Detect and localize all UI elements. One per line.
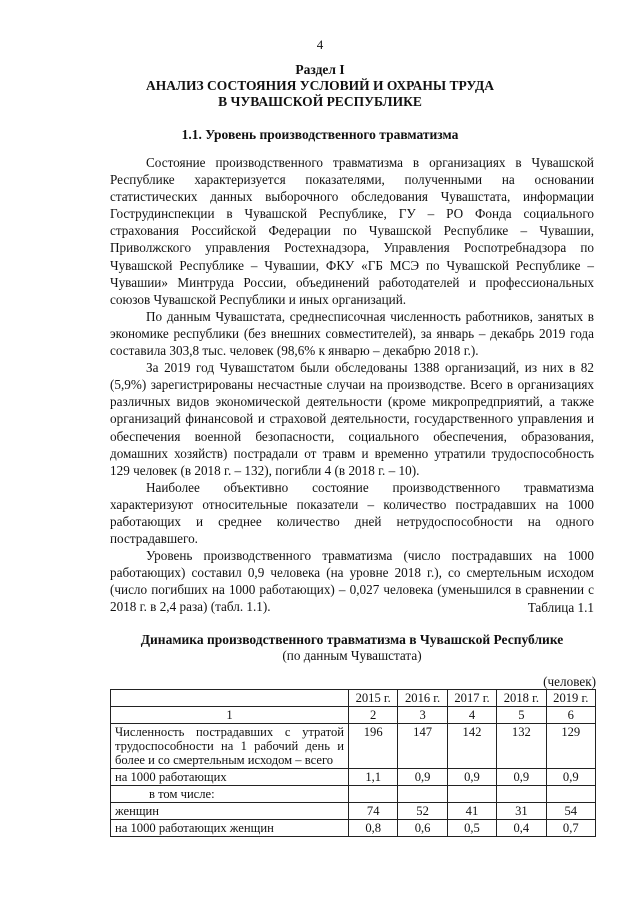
table-index-row [111,707,596,724]
value-cell [497,786,546,803]
paragraph: За 2019 год Чувашстатом были обследованы 1388 организаций, из них в 82 (5,9%) зарегистрированы несчастные случаи на производстве. Всего в организациях различных видов экономической деятельности (кроме микропредприятий, а также организаций финансовой и страховой деятельности, государственного управления и обеспечения военной безопасности, социального обеспечения, образования, домашних хозяйств) пострадали от травм и временно утратили трудоспособность 129 человек (в 2018 г. – 132), погибли 4 (в 2018 г. – 10). [110,360,594,478]
row-label: женщин [111,803,349,820]
value-cell: 74 [349,803,398,820]
value-cell: 0,9 [497,769,546,786]
paragraph: Уровень производственного травматизма (число пострадавших на 1000 работающих) составил 0,9 человека (на уровне 2018 г.), со смертельным исходом (число погибших на 1000 работающих) – 0,027 человека (уменьшился в сравнении с 2018 г. в 2,4 раза) (табл. 1.1). [110,548,594,615]
header-cell-year: 2018 г. [497,690,546,707]
table-label: Таблица 1.1 [527,600,594,615]
value-cell: 41 [447,803,496,820]
header-cell-empty [111,690,349,707]
value-cell: 142 [447,724,496,769]
value-cell: 0,7 [546,820,595,837]
table-row [111,724,596,769]
value-cell: 132 [497,724,546,769]
value-cell: 0,6 [398,820,447,837]
section-heading: Раздел I [295,62,345,77]
subsection-heading: 1.1. Уровень производственного травматизма [181,127,459,142]
header-cell-year: 2016 г. [398,690,447,707]
index-cell: 2 [349,707,398,724]
index-cell: 5 [497,707,546,724]
value-cell: 31 [497,803,546,820]
value-cell: 0,5 [447,820,496,837]
paragraph: Наиболее объективно состояние производственного травматизма характеризуют относительные показатели – количество пострадавших на 1000 работающих и среднее количество дней нетрудоспособности на одного пострадавшего. [110,479,594,547]
table-row [111,786,596,803]
value-cell: 0,9 [398,769,447,786]
value-cell: 196 [349,724,398,769]
table-units: (человек) [543,674,596,689]
value-cell: 129 [546,724,595,769]
header-cell-year: 2017 г. [447,690,496,707]
row-label: на 1000 работающих женщин [111,820,349,837]
table-row [111,769,596,786]
value-cell [447,786,496,803]
value-cell [349,786,398,803]
index-cell: 1 [111,707,349,724]
index-cell: 6 [546,707,595,724]
value-cell: 0,9 [546,769,595,786]
value-cell: 54 [546,803,595,820]
table-row [111,803,596,820]
index-cell: 4 [447,707,496,724]
injury-statistics-table [110,689,596,837]
header-cell-year: 2019 г. [546,690,595,707]
value-cell [546,786,595,803]
section-title-line-2: В ЧУВАШСКОЙ РЕСПУБЛИКЕ [218,94,422,109]
table-title: Динамика производственного травматизма в Чувашской Республике [140,632,564,647]
table-subtitle: (по данным Чувашстата) [282,648,422,663]
value-cell: 147 [398,724,447,769]
value-cell: 0,4 [497,820,546,837]
table-header-row [111,690,596,707]
section-title-line-1: АНАЛИЗ СОСТОЯНИЯ УСЛОВИЙ И ОХРАНЫ ТРУДА [146,78,494,93]
paragraph: По данным Чувашстата, среднесписочная численность работников, занятых в экономике республики (без внешних совместителей), за январь – декабрь 2019 года составила 303,8 тыс. человек (98,6% к январю – декабрю 2018 г.). [110,308,594,359]
index-cell: 3 [398,707,447,724]
header-cell-year: 2015 г. [349,690,398,707]
value-cell: 0,9 [447,769,496,786]
value-cell: 52 [398,803,447,820]
row-label: Численность пострадавших с утратой трудоспособности на 1 рабочий день и более и со смертельным исходом – всего [111,724,349,769]
value-cell [398,786,447,803]
paragraph: Состояние производственного травматизма в организациях в Чувашской Республике характеризуется показателями, полученными на основании статистических данных выборочного обследования Чувашстата, информации Гострудинспекции в Чувашской Республике, ГУ – РО Фонда социального страхования Российской Федерации по Чувашской Республике – Чувашии, Приволжского управления Ростехнадзора, Управления Роспотребнадзора по Чувашской Республике – Чувашии, ФКУ «ГБ МСЭ по Чувашской Республике – Чувашии» Минтруда России, объединений работодателей и профессиональных союзов Чувашской Республики и иных организаций. [110,155,594,307]
body-text [110,154,594,616]
table-row [111,820,596,837]
value-cell: 0,8 [349,820,398,837]
page-number: 4 [316,37,324,52]
value-cell: 1,1 [349,769,398,786]
row-label: на 1000 работающих [111,769,349,786]
row-label: в том числе: [111,786,349,803]
